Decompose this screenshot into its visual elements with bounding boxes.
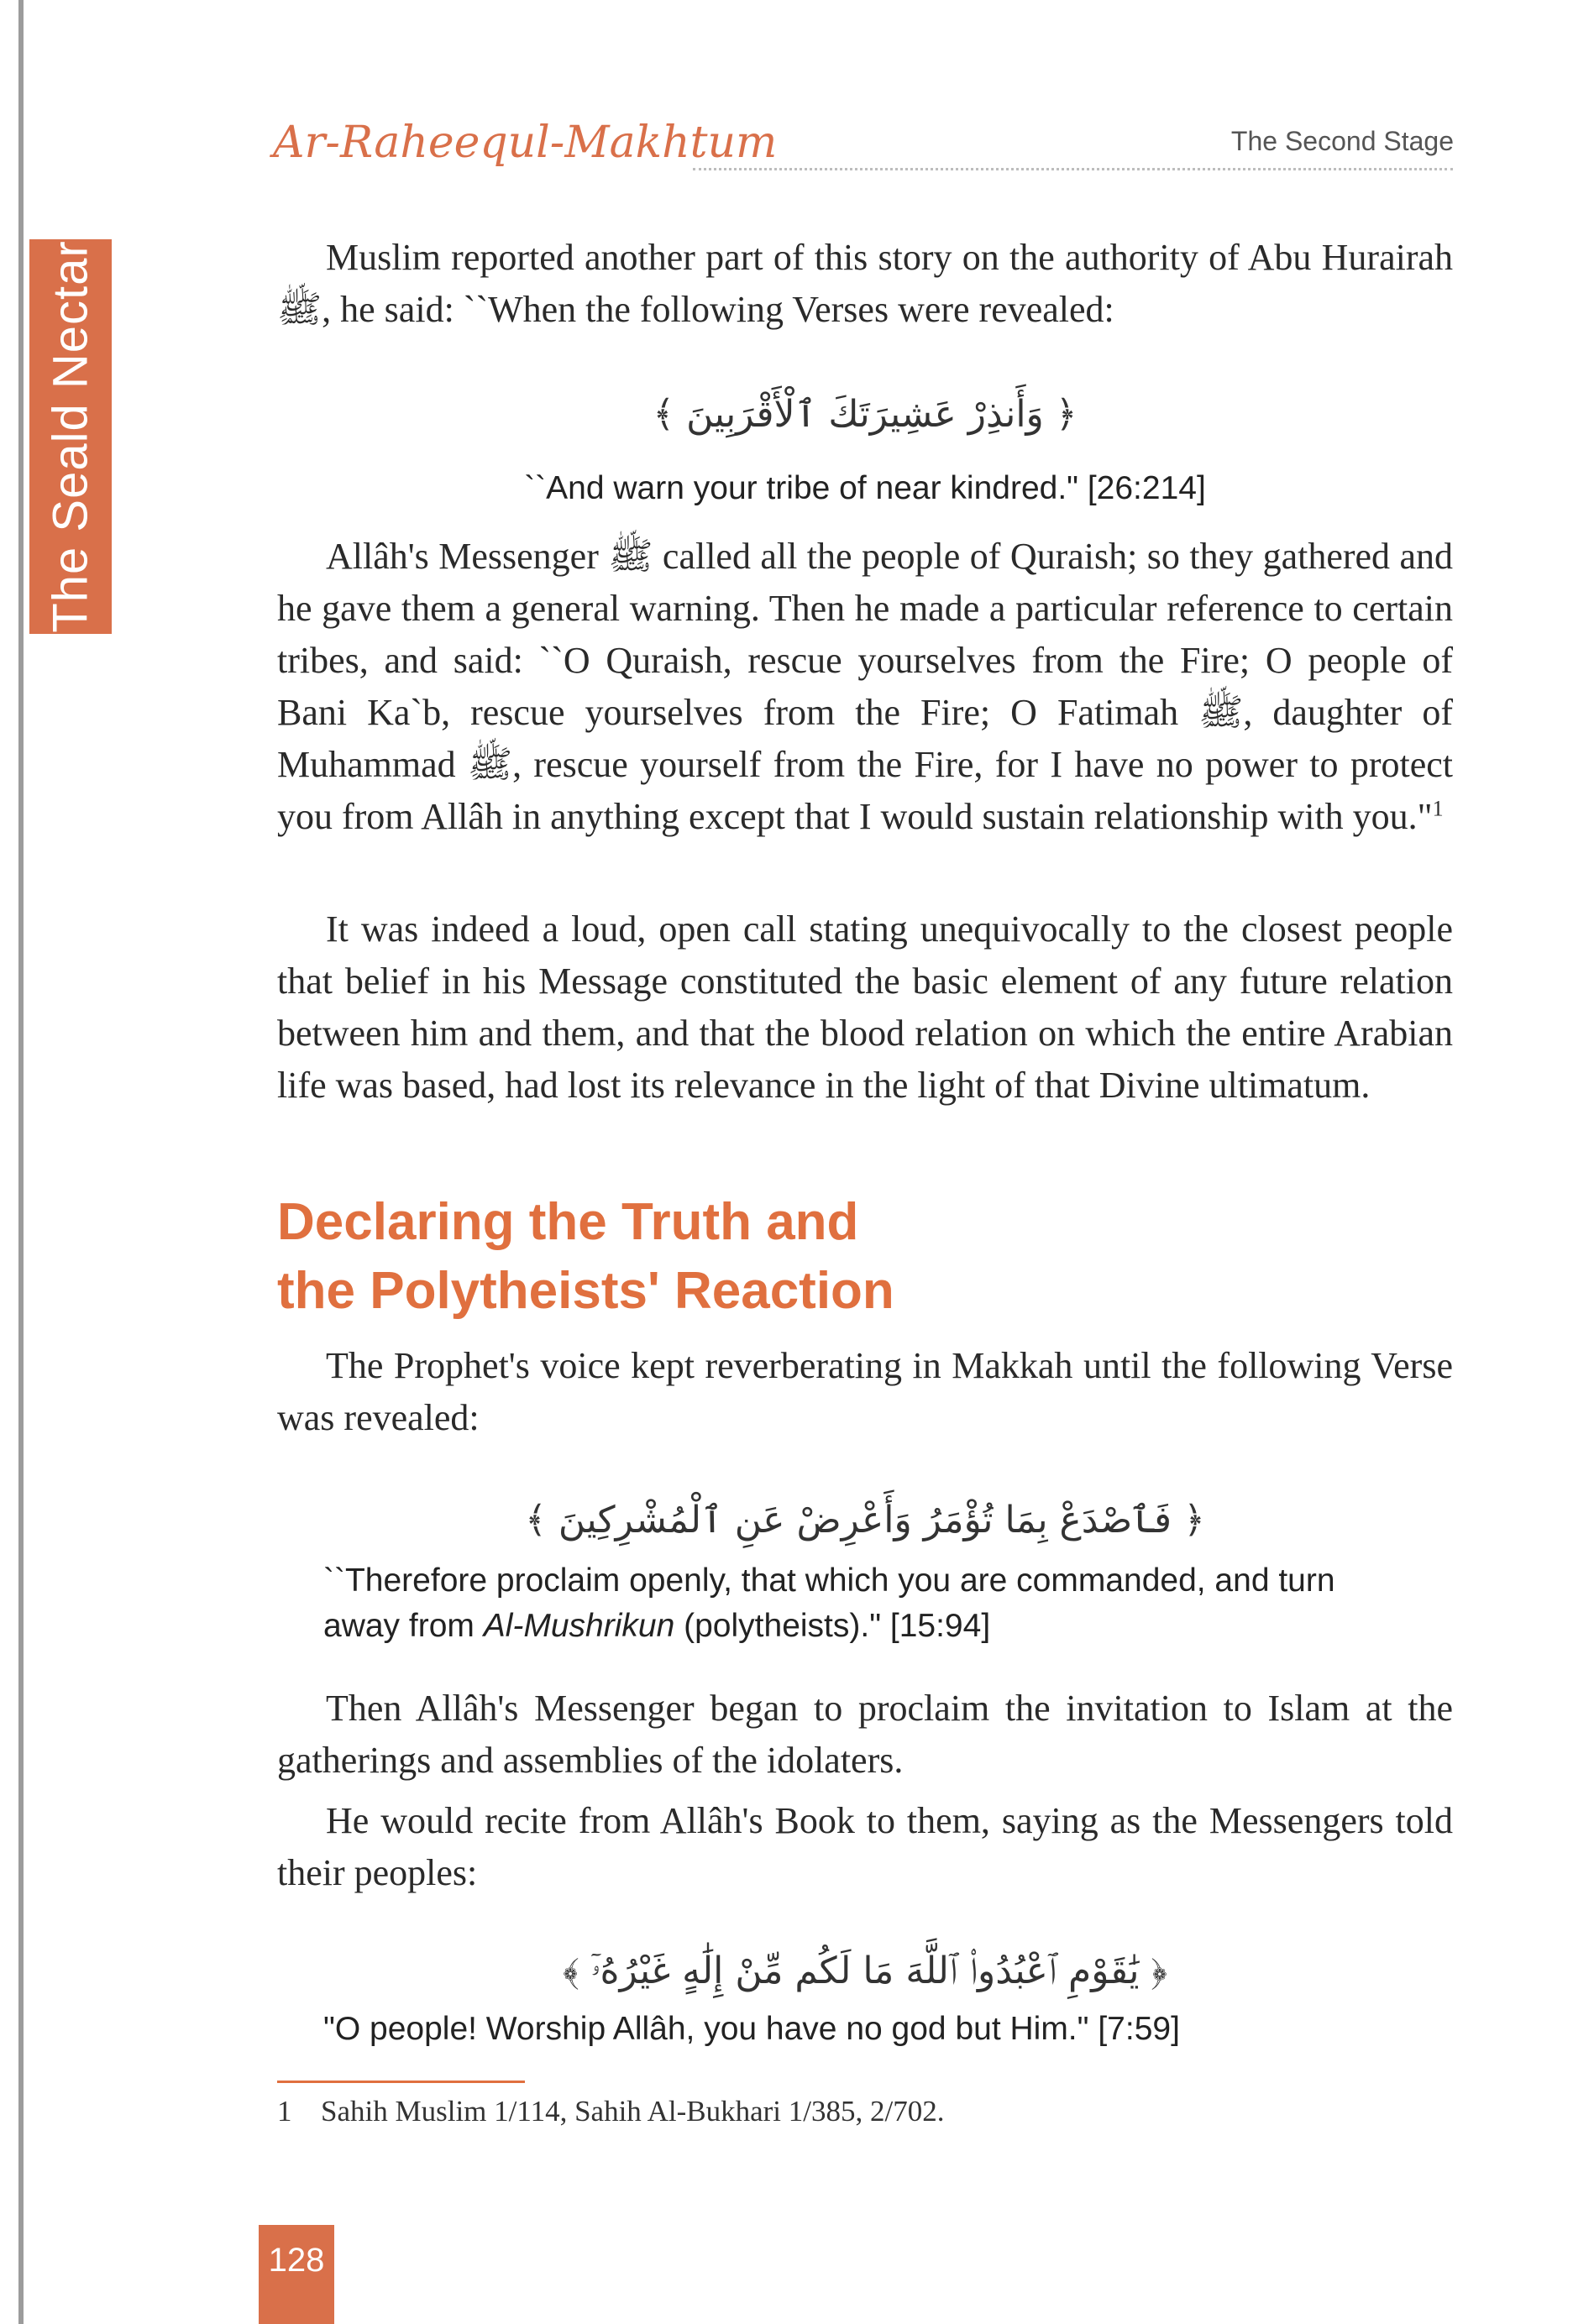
verse-translation-2: ``Therefore proclaim openly, that which you are commanded, and turn away from Al-Mushrikun (polytheists)." [15:94]: [323, 1562, 1335, 1644]
paragraph-1: Muslim reported another part of this story on the authority of Abu Hurairah ﷺ, he said: ``When the following Verses were revealed:: [277, 237, 1453, 330]
footnote-text: Sahih Muslim 1/114, Sahih Al-Bukhari 1/385, 2/702.: [321, 2095, 945, 2128]
footnote-number: 1: [277, 2095, 292, 2128]
paragraph-6: He would recite from Allâh's Book to them, saying as the Messengers told their peoples:: [277, 1800, 1453, 1893]
paragraph-4: The Prophet's voice kept reverberating in Makkah until the following Verse was revealed:: [277, 1345, 1453, 1438]
footnote-rule: [277, 2081, 525, 2083]
heading-line-1: Declaring the Truth and: [277, 1193, 859, 1251]
running-header-section: The Second Stage: [1230, 126, 1454, 156]
verse-translation-1: ``And warn your tribe of near kindred." [26:214]: [524, 470, 1206, 506]
footnote: [277, 2095, 944, 2128]
section-heading: [277, 1188, 1453, 1326]
quran-verse-arabic-3: ﴿ يَٰقَوْمِ ٱعْبُدُوا۟ ٱللَّهَ مَا لَكُم مِّنْ إِلَٰهٍ غَيْرُهُۥٓ ﴾: [563, 1950, 1167, 1992]
footnote-marker: 1: [1432, 796, 1444, 821]
running-header-title: Ar-Raheequl-Makhtum: [273, 118, 778, 168]
heading-line-2: the Polytheists' Reaction: [277, 1262, 894, 1320]
quran-verse-arabic-1: ﴿ وَأَنذِرْ عَشِيرَتَكَ ٱلْأَقْرَبِينَ ﴾: [653, 393, 1078, 436]
side-tab-label: The Seald Nectar: [43, 240, 98, 633]
page-number: 128: [268, 2242, 325, 2279]
page-edge-rule: [18, 0, 24, 2324]
paragraph-3: It was indeed a loud, open call stating unequivocally to the closest people that belief in his Message constituted the basic element of any future relation between him and them, and that the blood relation on which the entire Arabian life was based, had lost its relevance in the light of that Divine ultimatum.: [277, 908, 1453, 1106]
paragraph-2: Allâh's Messenger ﷺ called all the people of Quraish; so they gathered and he gave them a general warning. Then he made a particular reference to certain tribes, and said: ``O Quraish, rescue yourselves from the Fire; O people of Bani Ka`b, rescue yourselves from the Fire; O Fatimah ﷺ, daughter of Muhammad ﷺ, rescue yourself from the Fire, for I have no power to protect you from Allâh in anything except that I would sustain relationship with you."$^1$: [277, 536, 1454, 837]
header-dotted-rule: [693, 168, 1453, 170]
paragraph-5: Then Allâh's Messenger began to proclaim the invitation to Islam at the gatherings and assemblies of the idolaters.: [277, 1688, 1453, 1781]
quran-verse-arabic-2: ﴿ فَٱصْدَعْ بِمَا تُؤْمَرُ وَأَعْرِضْ عَنِ ٱلْمُشْرِكِينَ ﴾: [525, 1499, 1205, 1541]
verse-translation-3: "O people! Worship Allâh, you have no god but Him." [7:59]: [323, 2011, 1180, 2047]
